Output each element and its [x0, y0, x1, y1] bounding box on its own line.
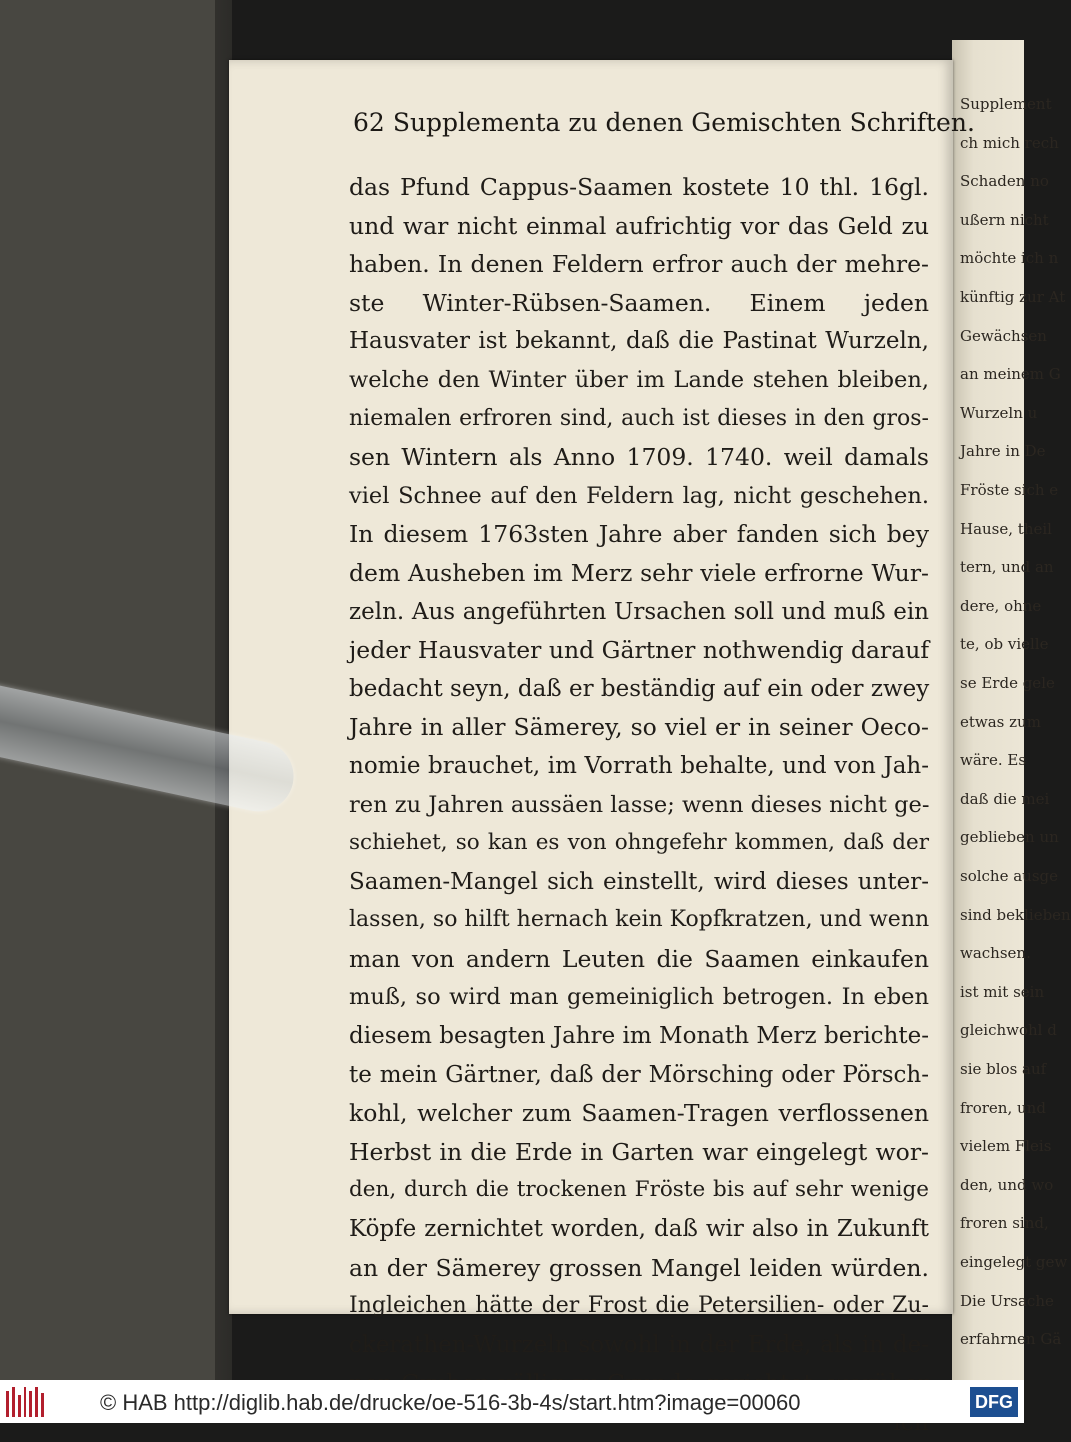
facing-page-fragment: sie blos auf	[960, 1060, 1047, 1078]
book-cover-board	[0, 0, 215, 1380]
text-line: Saamen-Mangel sich einstellt, wird dieses unter-	[349, 868, 929, 895]
facing-page-fragment: ch mich rech	[960, 133, 1059, 152]
facing-page-fragment: Jahre in De	[960, 442, 1046, 461]
text-line: niemalen erfroren sind, auch ist dieses in den gros-	[349, 405, 929, 431]
text-line: In diesem 1763sten Jahre aber fanden sich bey	[349, 520, 929, 549]
facing-page-fragment: Wurzeln u	[960, 403, 1038, 422]
facing-page-fragment: Gewächsen	[960, 326, 1047, 345]
text-line: muß, so wird man gemeiniglich betrogen. In eben	[349, 984, 929, 1011]
facing-page-fragment: daß die mei	[960, 789, 1050, 808]
text-line: Köpfe zernichtet worden, daß wir also in Zukunft	[349, 1216, 929, 1243]
footer-citation-link[interactable]: © HAB http://diglib.hab.de/drucke/oe-516-3b-4s/start.htm?image=00060	[100, 1390, 801, 1415]
facing-page-fragment: Hause, theil	[960, 519, 1052, 538]
text-line: zeln. Aus angeführten Ursachen soll und muß ein	[349, 598, 929, 625]
text-line: schiehet, so kan es von ohngefehr kommen, daß der	[349, 830, 929, 856]
running-title: Supplementa zu denen Gemischten Schriften.	[392, 108, 975, 137]
text-line: diesem besagten Jahre im Monath Merz berichte-	[349, 1023, 929, 1050]
facing-page-fragment: Fröste sich e	[960, 481, 1059, 499]
text-line: bedacht seyn, daß er beständig auf ein oder zwey	[349, 675, 930, 702]
facing-page-fragment: sind beklieben	[960, 905, 1071, 924]
text-line: Hausvater ist bekannt, daß die Pastinat Wurzeln,	[349, 328, 929, 355]
text-line: welche den Winter über im Lande stehen bleiben,	[349, 366, 929, 393]
facing-page-fragment: wachsen.	[960, 944, 1031, 963]
facing-page-fragment: Supplement	[960, 95, 1052, 113]
text-line: kohl, welcher zum Saamen-Tragen verflossenen	[349, 1099, 929, 1128]
text-line: nomie brauchet, im Vorrath behalte, und von Jah-	[349, 752, 929, 779]
facing-page-fragment: erfahrnen Gä	[960, 1330, 1062, 1349]
text-line: man von andern Leuten die Saamen einkaufen	[349, 944, 929, 973]
facing-page-fragment: eingelegt gew	[960, 1253, 1068, 1271]
facing-page-fragment: etwas zum	[960, 712, 1041, 731]
text-line: lassen, so hilft hernach kein Kopfkratzen, und wenn	[349, 907, 930, 933]
text-line: Ingleichen hätte der Frost die Petersilien- oder Zu-	[349, 1293, 929, 1319]
text-line: dem Ausheben im Merz sehr viele erfrorne Wur-	[349, 558, 929, 587]
text-line: jeder Hausvater und Gärtner nothwendig darauf	[349, 636, 930, 665]
text-line: das Pfund Cappus-Saamen kostete 10 thl. 16gl.	[349, 173, 929, 201]
facing-page-fragment: den, und wo	[960, 1175, 1054, 1194]
dfg-logo: DFG	[970, 1387, 1018, 1417]
facing-page-fragment: ist mit sein	[960, 982, 1045, 1001]
facing-page-fragment: solche ausge	[960, 867, 1059, 885]
text-line: an der Sämerey grossen Mangel leiden würden.	[349, 1253, 929, 1282]
text-line: ren zu Jahren aussäen lasse; wenn dieses nicht ge-	[349, 791, 930, 818]
text-line: und war nicht einmal aufrichtig vor das Geld zu	[349, 211, 929, 240]
facing-page-edge	[952, 40, 1071, 1380]
running-header	[353, 108, 975, 137]
page-number: 62	[353, 108, 385, 137]
facing-page-fragment: se Erde gele	[960, 674, 1055, 692]
book-page	[229, 60, 975, 1358]
facing-page-fragment: tern, und an	[960, 558, 1054, 577]
text-line: te mein Gärtner, daß der Mörsching oder Pörsch-	[349, 1061, 929, 1088]
facing-page-fragment: gleichwohl d	[960, 1021, 1057, 1040]
facing-page-fragment: künftig zur At	[960, 288, 1066, 306]
facing-page-fragment: dere, ohne	[960, 596, 1042, 615]
text-line: Herbst in die Erde in Garten war eingelegt wor-	[349, 1137, 929, 1166]
text-line: viel Schnee auf den Feldern lag, nicht geschehen.	[349, 482, 929, 509]
facing-page-fragment: Schaden no	[960, 172, 1049, 191]
facing-page-fragment: vielem Fleis	[960, 1137, 1052, 1156]
page-body-text	[349, 168, 929, 1442]
facing-page-fragment: an meinem G	[960, 365, 1061, 384]
text-line: haben. In denen Feldern erfror auch der mehre-	[349, 250, 929, 279]
text-line: ckerathen-Wurzeln sowohl in der Erde, als in de-	[349, 1331, 929, 1358]
text-line: ste Winter-Rübsen-Saamen. Einem jeden	[349, 288, 929, 317]
facing-page-fragment: Die Ursache	[960, 1291, 1054, 1310]
facing-page-fragment: froren, und	[960, 1098, 1046, 1117]
text-line: den, durch die trockenen Fröste bis auf sehr wenige	[349, 1177, 929, 1203]
text-line: Jahre in aller Sämerey, so viel er in seiner Oeco-	[349, 713, 929, 742]
facing-page-fragment: froren sind,	[960, 1214, 1049, 1233]
facing-page-fragment: möchte ich n	[960, 249, 1059, 268]
hab-logo-icon	[6, 1385, 44, 1417]
facing-page-fragment: wäre. Es	[960, 751, 1027, 770]
facing-page-fragment: geblieben un	[960, 828, 1059, 847]
text-line: sen Wintern als Anno 1709. 1740. weil damals	[349, 443, 929, 472]
facing-page-fragment: ußern nicht	[960, 210, 1049, 229]
facing-page-fragment: te, ob vielle	[960, 635, 1049, 654]
